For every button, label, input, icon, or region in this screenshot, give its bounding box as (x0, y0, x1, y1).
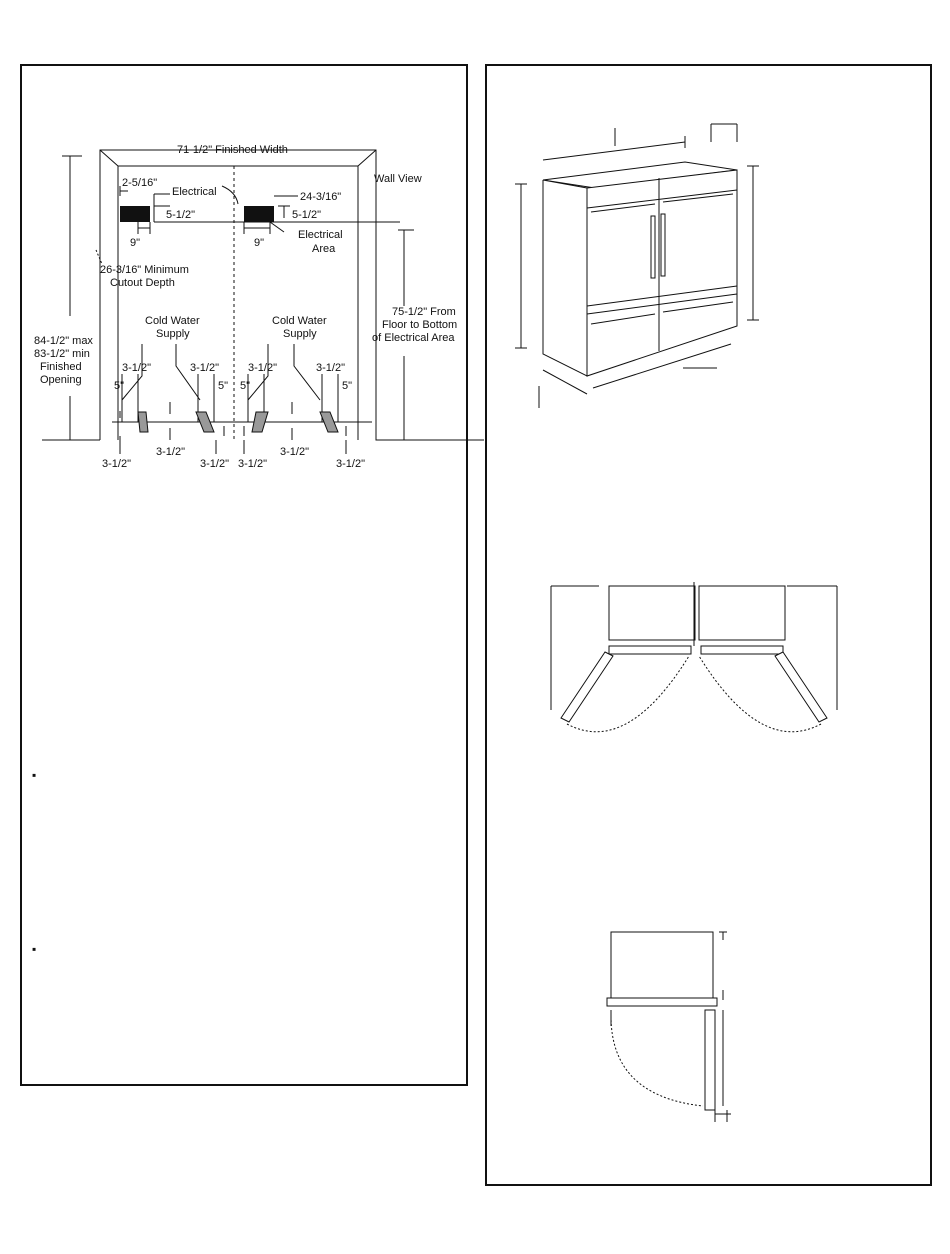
box-width-right: 9" (254, 237, 265, 249)
water-right-label-1: Cold Water (272, 315, 327, 327)
lower-dim-4: 3-1/2" (238, 458, 267, 470)
electrical-area-label-1: Electrical (298, 229, 343, 241)
cutout-depth-label-1: 26-3/16" Minimum (100, 264, 189, 276)
finished-width-label: 71-1/2" Finished Width (177, 144, 288, 156)
five-dim-4: 5" (342, 380, 353, 392)
electrical-box-left (120, 206, 150, 222)
lower-dim-3: 3-1/2" (200, 458, 229, 470)
dim-height-left: 5-1/2" (166, 209, 195, 221)
top-view-french-doors (551, 582, 837, 732)
bullet-1: ▪ (32, 768, 37, 782)
upper-dim-4: 3-1/2" (316, 362, 345, 374)
lower-dim-2: 3-1/2" (156, 446, 185, 458)
water-left-label-1: Cold Water (145, 315, 200, 327)
five-dim-3: 5" (240, 380, 251, 392)
floor-label-2: Floor to Bottom (382, 319, 458, 331)
side-door (607, 998, 717, 1006)
upper-dim-2: 3-1/2" (190, 362, 219, 374)
left-door-closed (609, 646, 691, 654)
left-cabinet (609, 586, 695, 640)
bullet-2: ▪ (32, 942, 37, 956)
side-view (607, 932, 731, 1122)
left-door-open (561, 652, 613, 722)
electrical-area-label-2: Area (312, 243, 336, 255)
upper-dim-3: 3-1/2" (248, 362, 277, 374)
box-width-left: 9" (130, 237, 141, 249)
electrical-box-right (244, 206, 274, 222)
water-pipe-left-1 (138, 412, 148, 432)
handle-left (651, 216, 655, 278)
perspective-view (515, 124, 759, 408)
water-right-label-2: Supply (283, 328, 317, 340)
side-cabinet (611, 932, 713, 998)
upper-dim-1: 3-1/2" (122, 362, 151, 374)
opening-label-2: 83-1/2" min (34, 348, 90, 360)
five-dim-1: 5" (114, 380, 125, 392)
right-door-closed (701, 646, 783, 654)
opening-label-1: 84-1/2" max (34, 335, 93, 347)
wall-view-panel (20, 64, 468, 1086)
five-dim-2: 5" (218, 380, 229, 392)
electrical-label: Electrical (172, 186, 217, 198)
floor-label-3: of Electrical Area (372, 332, 455, 344)
refrigerator-views-diagram (487, 66, 934, 1188)
wall-view-label: Wall View (374, 173, 422, 185)
water-left-label-2: Supply (156, 328, 190, 340)
opening-label-4: Opening (40, 374, 82, 386)
lower-dim-6: 3-1/2" (336, 458, 365, 470)
wall-view-diagram (22, 66, 470, 1088)
lower-dim-5: 3-1/2" (280, 446, 309, 458)
side-door-open (705, 1010, 715, 1110)
cutout-depth-label-2: Cutout Depth (110, 277, 175, 289)
right-door-open (775, 652, 827, 722)
floor-label-1: 75-1/2" From (392, 306, 456, 318)
handle-right (661, 214, 665, 276)
dim-right-offset: 24-3/16" (300, 191, 342, 203)
lower-dim-1: 3-1/2" (102, 458, 131, 470)
opening-label-3: Finished (40, 361, 82, 373)
right-cabinet (699, 586, 785, 640)
refrigerator-views-panel (485, 64, 932, 1186)
dim-left-offset: 2-5/16" (122, 177, 158, 189)
dim-height-right: 5-1/2" (292, 209, 321, 221)
